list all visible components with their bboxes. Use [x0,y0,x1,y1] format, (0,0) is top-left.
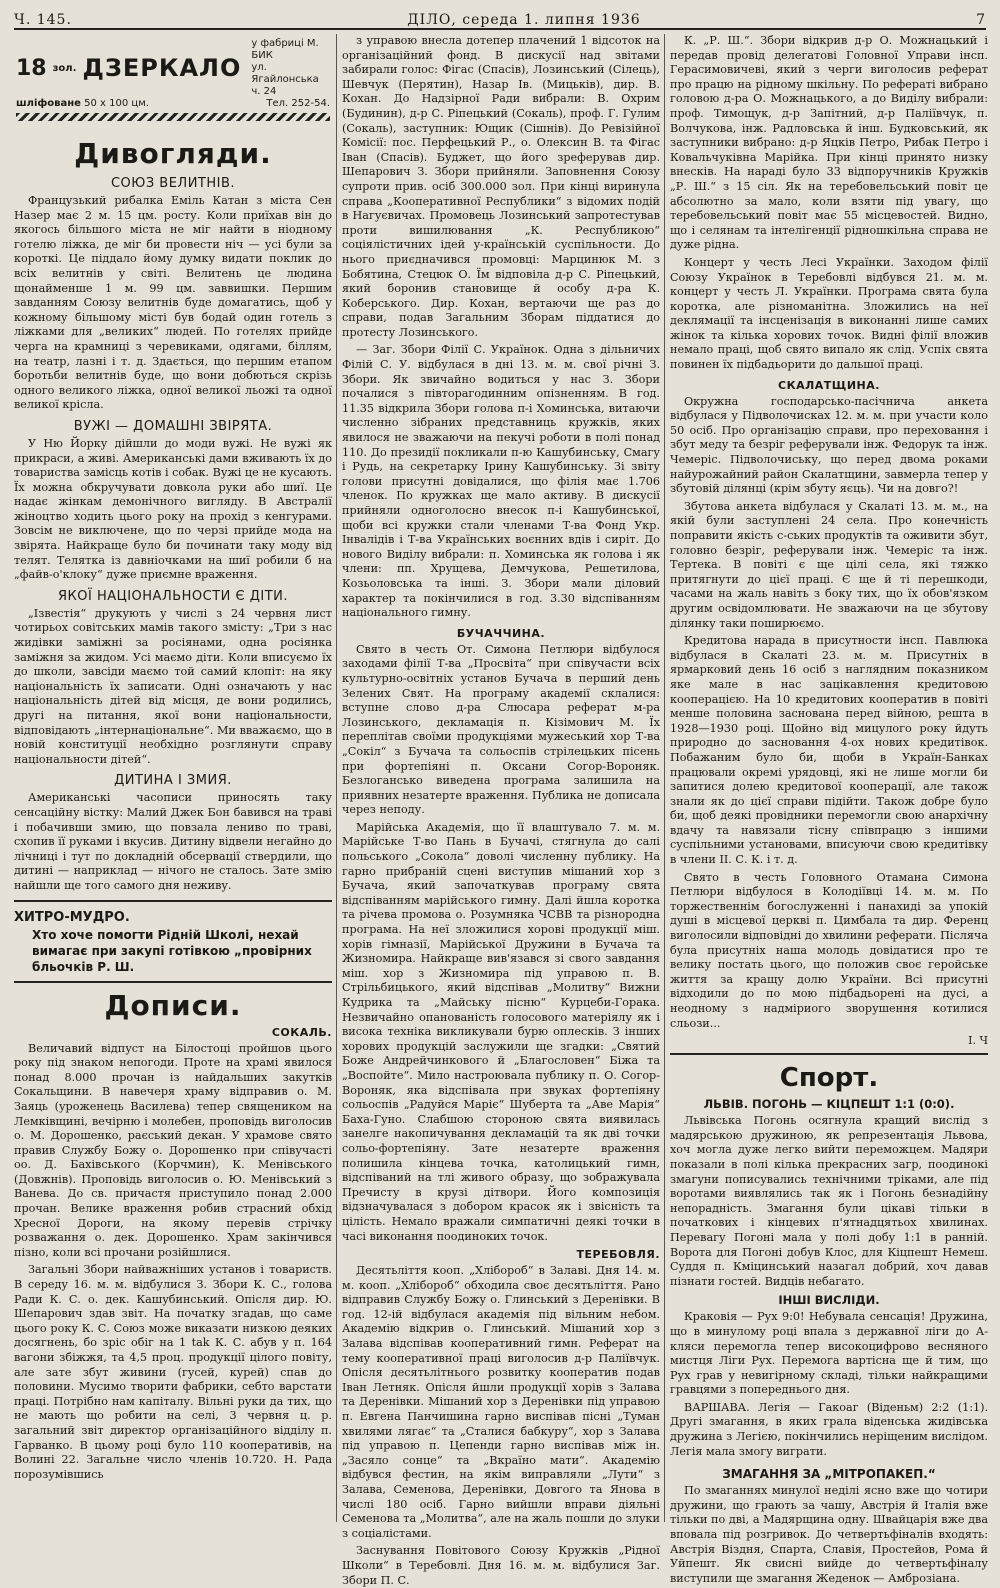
article-paragraph: Десятьліття кооп. „Хлібороб“ в Залаві. Дня 14. м. м. кооп. „Хлібороб“ обходила своє десятьліття. Рано відправив Службу Божу о. Глинський з Деренівки. В год. 12-ій відбулася академія під вільним небом. Академію відкрив о. Глинський. Мішаний хор з Залава відспівав кооперативний гимн. Реферат на тему кооперативної праці виголосив д-р Паліївчук. Опісля десятьлітнього розвитку кооператив подав Іван Летняк. Опісля йшли продукції хорів з Залава та Деренівки. Мішаний хор з Деренівки під управою п. Евгена Панчишина гарно виспівав пісні „Туман хвилями лягає“ та „Сталися бабкуру“, хор з Залава під управою п. Цепенди гарно виспівав між ін. „Засяло сонце“ та „Вкраїно мати“. Академію відбувся фестин, на якім виправляли „Лути“ з Залава, Семенова, Деренівки, Довгого та Янова в числі 180 осіб. Гарно вийшли вправи діяльні Семенова та „Молитва“, але на жаль пошли до злуки з соціалістами. [342,1264,660,1540]
khytro-mudro-text: Хто хоче помогти Рідній Школі, нехай вимагає при закупі готівкою „провірних бльочків Р. Ш. [32,927,312,974]
divider [14,981,332,983]
article-paragraph: Свято в честь Головного Отамана Симона Петлюри відбулося в Колодіївці 14. м. м. По торжественнім богослуженні і панахиді за упокій душі в місцевої церкві п. Цимбала та дир. Ференц виголосили відповідні до хвилини реферати. Післяча була присутніх наша молодь довідатися про те велику постать цього, що положив своє геройське життя за кращу долю України. Всі присутні відходили до по мою підбадьорені на дусі, а неодному з надміриого зворушення котилися сльози... [670,870,988,1030]
author-signature: І. Ч [968,1034,988,1048]
ad-phone: Тел. 252-54. [266,98,330,109]
article-paragraph: Львівська Погонь осягнула кращий вислід з мадярською дружиною, як репрезентація Львова, хоч могла дуже легко вийти переможцем. Мадяри показали в полі кілька прекрасних загр, поодинокі змагуни пописувались технічними тріками, але під воротами виявлялись так як і Погонь безнадійну непорадність. Змагання були цікаві тільки в початкових і кінцевих п'ятнадцятьох хвилинах. Перевагу Погоні мала у полі добу 1:1 в ранній. Ворота для Погоні добув Клос, для Кіцпешт Немеш. Суддя п. Кміцинський назагал добрий, хоч давав пізнати гостей. Видців небагато. [670,1114,988,1288]
article-heading: ЯКОЇ НАЦІОНАЛЬНОСТИ Є ДІТИ. [57,588,289,604]
article-heading: СОЮЗ ВЕЛИТНІВ. [110,176,236,191]
article-paragraph: — Заг. Збори Філії С. Українок. Одна з дільничих Філій С. У. відбулася в дні 13. м. м. свої річні З. Збори. Як звичайно водиться у нас З. Збори почалися з півторагодинним опізненням. В год. 11.35 відкрила Збори голова п-і Хоминська, витаючи численно зібраних представниць кружків, яких явилося не зважаючи на пекучі роботи в полі понад 110. До президії покликали п-ю Кашубинську, Смагу і Рудь, на секретарку Ірину Кашубинську. Зі звіту голови присутні довідалися, що філія має 1.706 членок. По кружках ще мало активу. В дискусії прийняли одноголосно внесок п-і Кашубинської, щоби всі кружки стали членами Т-ва Фонд Укр. Інвалідів і Т-ва Українських воєнних вдів і сиріт. До нового Виділу вибрали: п. Хоминська як голова і як члени: пп. Хрущева, Демчукова, Решетилова, Козьоловська та інші. З. Збори мали діловий характер та покінчилися в год. 3.30 відспіванням національного гимну. [342,343,660,620]
section-title-dopysy: Дописи. [104,988,242,1022]
article-heading: ВУЖІ — ДОМАШНІ ЗВІРЯТА. [73,418,273,434]
ad-size: 50 x 100 цм. [84,98,149,109]
article-paragraph: К. „Р. Ш.“. Збори відкрив д-р О. Можнацький і передав провід делегатові Головної Управи інсп. Герасимовичеві, який з черги виголосив реферат про працю на рідному шкільну. По рефераті вибрано головою д-ра О. Можнацького, а до Виділу вибрали: проф. Тимощук, д-р Запітний, д-р Паліївчук, п. Волчукова, інж. Радловська й інш. Будковський, як заступники вибрано: д-р Яцків Петро, Рибак Петро і Ковальчуківна Марійка. При кінці принято низку внесків. На нараді було 33 відпоручників Кружків „Р. Ш.“ з 15 сіл. Як на теребовельський повіт це абсолютно за мало, коли взяти під увагу, що теребовельський повіт має 55 місцевостей. Видно, що і селянам та інтелігенції рідношкільна справа не дуже рідна. [670,34,988,252]
column-1 [14,34,332,1522]
ad-product-name: ДЗЕРКАЛО [82,54,242,82]
article-paragraph: Французький рибалка Еміль Катан з міста Сен Назер має 2 м. 15 цм. росту. Коли приїхав він до якогось більшого міста не міг найти в ніодному готелю ліжка, де міг би провести ніч — усі були за короткі. Це піддало йому думку видати поклик до всіх велитнів у світі. Велитень це людина щонайменше 1 м. 99 цм. заввишки. Першим завданням Союзу велитнів буде домагатись, щоб у кожному більшому місті був бодай один готель з ліжками для „великих“ людей. По готелях прийде черга на крамниці з черевиками, одягами, біллям, на театр, лазні і т. д. Здається, що першим етапом боротьби велитнів буде, що вони добються скрізь одного великого ліжка, одної великої льожі та одної великої крісла. [14,194,332,412]
article-paragraph: Марійська Академія, що її влаштувало 7. м. м. Марійське Т-во Пань в Бучачі, стягнула до салі польського „Сокола“ доволі численну публику. На гарно прибраній сцені виступив мішаний хор з Бучача, який започаткував програму свята відспіванням марійського гимну. Далі йшла коротка та річева промова о. Розумняка ЧСВВ та різнородна програма. На неї зложилися хорові продукції міш. хорів гімназії, Марійської Дружини в Бучача та Жизномира. Найкраще вив'язався зі свого завдання міш. хор з Жизномира під управою п. В. Стрільбицького, який відспівав „Молитву“ Вижни Кудрика та „Майську пісню“ Курцеби-Горака. Незвичайно опанованість голосового матеріялу як і висока техніка викликували бурю оплесків. З інших хорових продукцій заслужили ще згадки: „Святий Боже Андрейчинкового й „Благословен“ Біжа та „Воспойте“. Мило настроювала публику п. О. Согор-Вороняк, яка відспівала при звуках фортепіяну сольоспів „Радуйся Маріє“ Шуберта та „Аве Марія“ Баха-Гуно. Слабшою стороною свята виявилась занелге накопичування декламацій та як дві точки сольо-фортепіяну. Зате незатерте враження полишила кінцева точка, католицький гимн, відспіваний на тлі живого образу, що зображувала Пречисту в крузі дітвори. Його композиція відзначувалася з добором красок як і звісність та цілість. Немало вражали симпатичні деякі точки в часі виконання поодиноких точок. [342,820,660,1243]
ad-maker-line2: ул. Ягайлонська ч. 24 [251,62,319,97]
place-heading-skalatshchyna: СКАЛАТЩИНА. [778,378,880,392]
issue-number: Ч. 145. [14,12,72,28]
article-paragraph: Кредитова нарада в присутности інсп. Павлюка відбулася в Скалаті 23. м. м. Присутніх в ярмарковий день 16 осіб з наглядним показником яке мале в нас зацікавлення кредитовою кооперацією. На 10 кредитових кооператив в повіті менше половина заснована перед війною, решта в 1928—1930 році. Щойно від мицулого року йдуть природно до засновання 4-ох нових кредитівок. Побажаним було би, щоби в Україн-Банках працювали окремі урядовці, які не лише могли би запитися долею кредитової кооперації, але також знали як до цієї справи підійти. Також добре було би, щоб деякі провідники перемогли свою анархічну вдачу та навязали тісну співпрацю з іншими суспільними установами, вписуючи свою кредитівку в члени ІІ. С. К. і т. д. [670,634,988,867]
ad-unit: зол. [52,62,77,74]
section-title-dyvohliady: Дивогляди. [74,137,272,170]
article-paragraph: Концерт у честь Лесі Українки. Заходом філії Союзу Українок в Теребовлі відбувся 21. м. м. концерт у честь Л. Українки. Програма свята була коротка, але різноманітна. Зложились на неї деклямації та інсценізація в виконанні лише самих жінок та кілька хорових точок. Видні філії вложив немало праці, щоб свято випало як слід. Успіх свята повинен їх підбадьорити до дальшої праці. [670,255,988,372]
results-heading: ІНШІ ВИСЛІДИ. [778,1293,880,1308]
article-paragraph: „Ізвестія“ друкують у числі з 24 червня лист чотирьох совітських мамів такого змісту: „Три з нас жидівки заміжні за росіянами, одна росіянка заміжня за жидом. Усі маємо діти. Коли вписуємо їх до школи, завсіди маємо той самий клопіт: на яку національність їх записати. Одні означають у нас національність дітей від місця, де вони родились, другі на питання, якої вони національности, відповідають „інтернаціональне“. Ми вважаємо, що в новій конституції необхідно розглянути справу національности дітей“. [14,606,332,766]
column-divider [664,34,665,1522]
article-paragraph: У Ню Йорку дійшли до моди вужі. Не вужі як прикраси, а живі. Американські дами вживають їх до товариства замісць котів і собак. Вужі це не кусають. Їх можна обкручувати довкола руки або шиї. Це надає жінкам демонічного вигляду. В Австралії жіноцтво ходить цього року на прохід з кенгурами. Зовсім не виключене, що по черзі прийде мода на звірята. Найкраще було би починати таку моду від телят. Телятка із давніочками на шиї робили б на „файв-о'клоку“ дуже приємне враження. [14,436,332,582]
divider [670,1053,988,1055]
ad-maker-line1: у фабриці М. БИК [251,38,319,61]
article-paragraph: Загальні Збори найважніших установ і товариств. В середу 16. м. м. відбулися З. Збори К. С., голова Ради К. С. о. дек. Кашубинський. Опісля дир. Ю. Шепарович здав звіт. На початку згадав, що саме цього року К. С. Союз може виказати низкою деяких досягнень, бо зріс обіг на 1 tak К. С. абув у п. 164 вагони збіжжя, та 4,5 проц. продукції цілого повіту, але зате збут живини (гусей, курей) спав до половини. Мусимо творити фабрики, себто варстати праці. Потрібно нам капіталу. Вільні руки да тих, що не мають що робити на селі, 3 червня ц. р. загальний звіт директор організаційного відділу п. Гарванко. В цьому році було 110 кооперативів, на Волині 22. Загальне число членів 10.720. Н. Рада порозумівшись [14,1263,332,1481]
section-title-sport: Спорт. [779,1063,879,1094]
newspaper-title-date: ДІЛО, середа 1. липня 1936 [407,12,641,28]
column-divider [336,34,337,1522]
article-paragraph: Заснування Повітового Союзу Кружків „Рідної Школи“ в Теребовлі. Дня 16. м. м. відбулися Заг. Збори П. С. [342,1544,660,1587]
article-paragraph: Краковія — Рух 9:0! Небувала сенсація! Дружина, що в минулому році впала з державної ліги до А-кляси перемогла тепер високоцифрово весняного мистця Ліги Рух. Перемога вартісна ще й тим, що Рух грав у невигірному складі, тільки найкращими гравцями з попереднього дня. [670,1310,988,1397]
article-paragraph: з управою внесла дотепер плачений 1 відсоток на організаційний фонд. В дискусії над звітами забирали голос: Фігас (Спасів), Лозинський (Сілець), Шевчук (Перятин), Назар Ів. (Мицьків), дир. В. Кохан. До Надзірної Ради вибрали: В. Охрим (Будинин), д-р С. Ріпецький (Сокаль), проф. Г. Гулим (Сокаль), заступник: Ющик (Сішнів). До Ревізійної Комісії: пос. Перфецький Р., о. Олексин В. та Фігас Іван (Спасів). Буджет, що його зреферував дир. Шепарович З. Збори прийняли. Заповнення Союзу супроти прив. осіб 300.000 зол. При кінці виринула справа „Кооперативної Республики“ з відомих подій в Нагуєвичах. Промовець Лозинський запротестував проти вишилювання „К. Республикою“ соціялістичних ідей у-країнській суспільности. До нього приєдначився промовці: Марцинюк М. з Бобятина, Стецюк О. Їм відповіла д-р С. Ріпецький, який боронив становище й особу д-ра К. Коберського. Дир. Кохан, вертаючи ще раз до справи, подав Загальним Зборам піддатися до протесту Лозинського. [342,34,660,339]
place-heading-terebovlia: ТЕРЕБОВЛЯ. [576,1248,660,1262]
article-paragraph: Свято в честь От. Симона Петлюри відбулося заходами філії Т-ва „Просвіта“ при співучасти всіх культурно-освітніх установ Бучача в перший день Зелених Свят. На програму академії склалися: вступне слово д-ра Слюсара реферат м-ра Лозинського, декламація п. Кізімович М. Їх переплітав своїми продукціями мужеський хор Т-ва „Сокіл“ з Бучача та сольоспів стрілецьких пісень при фортепіяні п. Оксани Согор-Вороняк. Безлогансько виведена програма залишила на приявних незатерте враження. Публика не дописала через неподу. [342,642,660,817]
decorative-border [16,113,330,121]
article-paragraph: Американські часописи приносять таку сенсаційну вістку: Малий Джек Бон бавився на траві і побачивши змию, що повзала лениво по траві, схопив її руками і вкусив. Дитину відвели негайно до лічниці і тут по докладній обсервації ствердили, що дитині — наприклад — нічого не сталось. Зате змію найшли ще того самого дня неживу. [14,791,332,892]
ad-maker [251,38,330,98]
page-number: 7 [976,12,986,28]
match-heading: ЛЬВІВ. ПОГОНЬ — КІЦПЕШТ 1:1 (0:0). [703,1097,955,1112]
article-heading: ДИТИНА І ЗМИЯ. [114,773,232,789]
ad-price: 18 [16,55,47,81]
masthead [14,6,986,30]
article-paragraph: ВАРШАВА. Легія — Гакоаг (Віденьм) 2:2 (1:1). Другі змагання, в яких грала віденська жидівська дружина з Легією, покінчились неріщеним вислідом. Легія мала змогу виграти. [670,1400,988,1458]
article-paragraph: Збутова анкета відбулася у Скалаті 13. м. м., на якій були заступлені 24 села. Про конечність поправити якість с-ських продуктів та оживити збут, головно безріг, реферували інж. Чемеріс та інж. Тертека. В повіті є ще цілі села, які тяжко притягнути до цієї праці. Є ще й ті перешкоди, часами на жаль навіть з боку тих, що їх обов'язком другим освідомлювати. Не зважаючи на це збутову ділянку таки поширюємо. [670,499,988,630]
mitropa-heading: ЗМАГАННЯ ЗА „МІТРОПАКЕП.“ [722,1467,936,1482]
khytro-mudro-heading: ХИТРО-МУДРО. [14,909,130,925]
article-paragraph: Окружна господарсько-пасічнича анкета відбулася у Підволочисках 12. м. м. при участи коло 50 осіб. Про організацію справи, про переховання і збут меду та безріг реферували інж. Федорук та інж. Чемеріс. Підволочиську, що перед двома роками найурожайний район Скалатщини, завмерла тепер у збутовій ділянці (крім збуту яєць). Чи на довго?! [670,394,988,496]
article-paragraph: По змаганнях минулої неділі ясно вже що чотири дружини, що грають за чашу, Австрія й Італія вже тільки по дві, а Мадярщина одну. Швайцарія вже два вповала під розгривок. До четвертьфіналів входять: Австрія Віздня, Спарта, Славія, Простейов, Рома й Уйпешт. Як свисні вийде до четвертьфіналу виступили ще змагання Жеденок — Амброзіана. [670,1484,988,1585]
place-heading-sokal: СОКАЛЬ. [271,1025,332,1039]
place-heading-buchachchyna: БУЧАЧЧИНА. [456,626,546,640]
column-2 [342,34,660,1587]
column-3 [670,34,988,1585]
article-paragraph: Величавий відпуст на Білостоці пройшов цього року під знаком непогоди. Проте на храмі явилося понад 8.000 прочан із найдальших закутків Сокальщини. В навечеря храму відправив о. М. Заяць (уроженець Василева) тепер священиком на Лемківщині, вечірню і молебен, проповідь виголосив о. М. Дорошенко, раєський декан. У храмове свято правив Службу Божу о. Дорошенко при співучасті оо. Д. Бахівського (Корчмин), К. Менівського (Довжнів). Проповідь виголосив о. Ю. Менівський з Ванева. До св. причастя приступило понад 2.000 прочан. Велике враження робив страсний обхід Хресної Дороги, на якому перевів стрічку розважання о. дек. Дорошенко. Храм закінчився пізно, коли всі прочани розійшлися. [14,1041,332,1259]
mirror-advertisement [14,34,332,131]
ad-desc: шліфоване [16,98,81,109]
divider [14,900,332,902]
